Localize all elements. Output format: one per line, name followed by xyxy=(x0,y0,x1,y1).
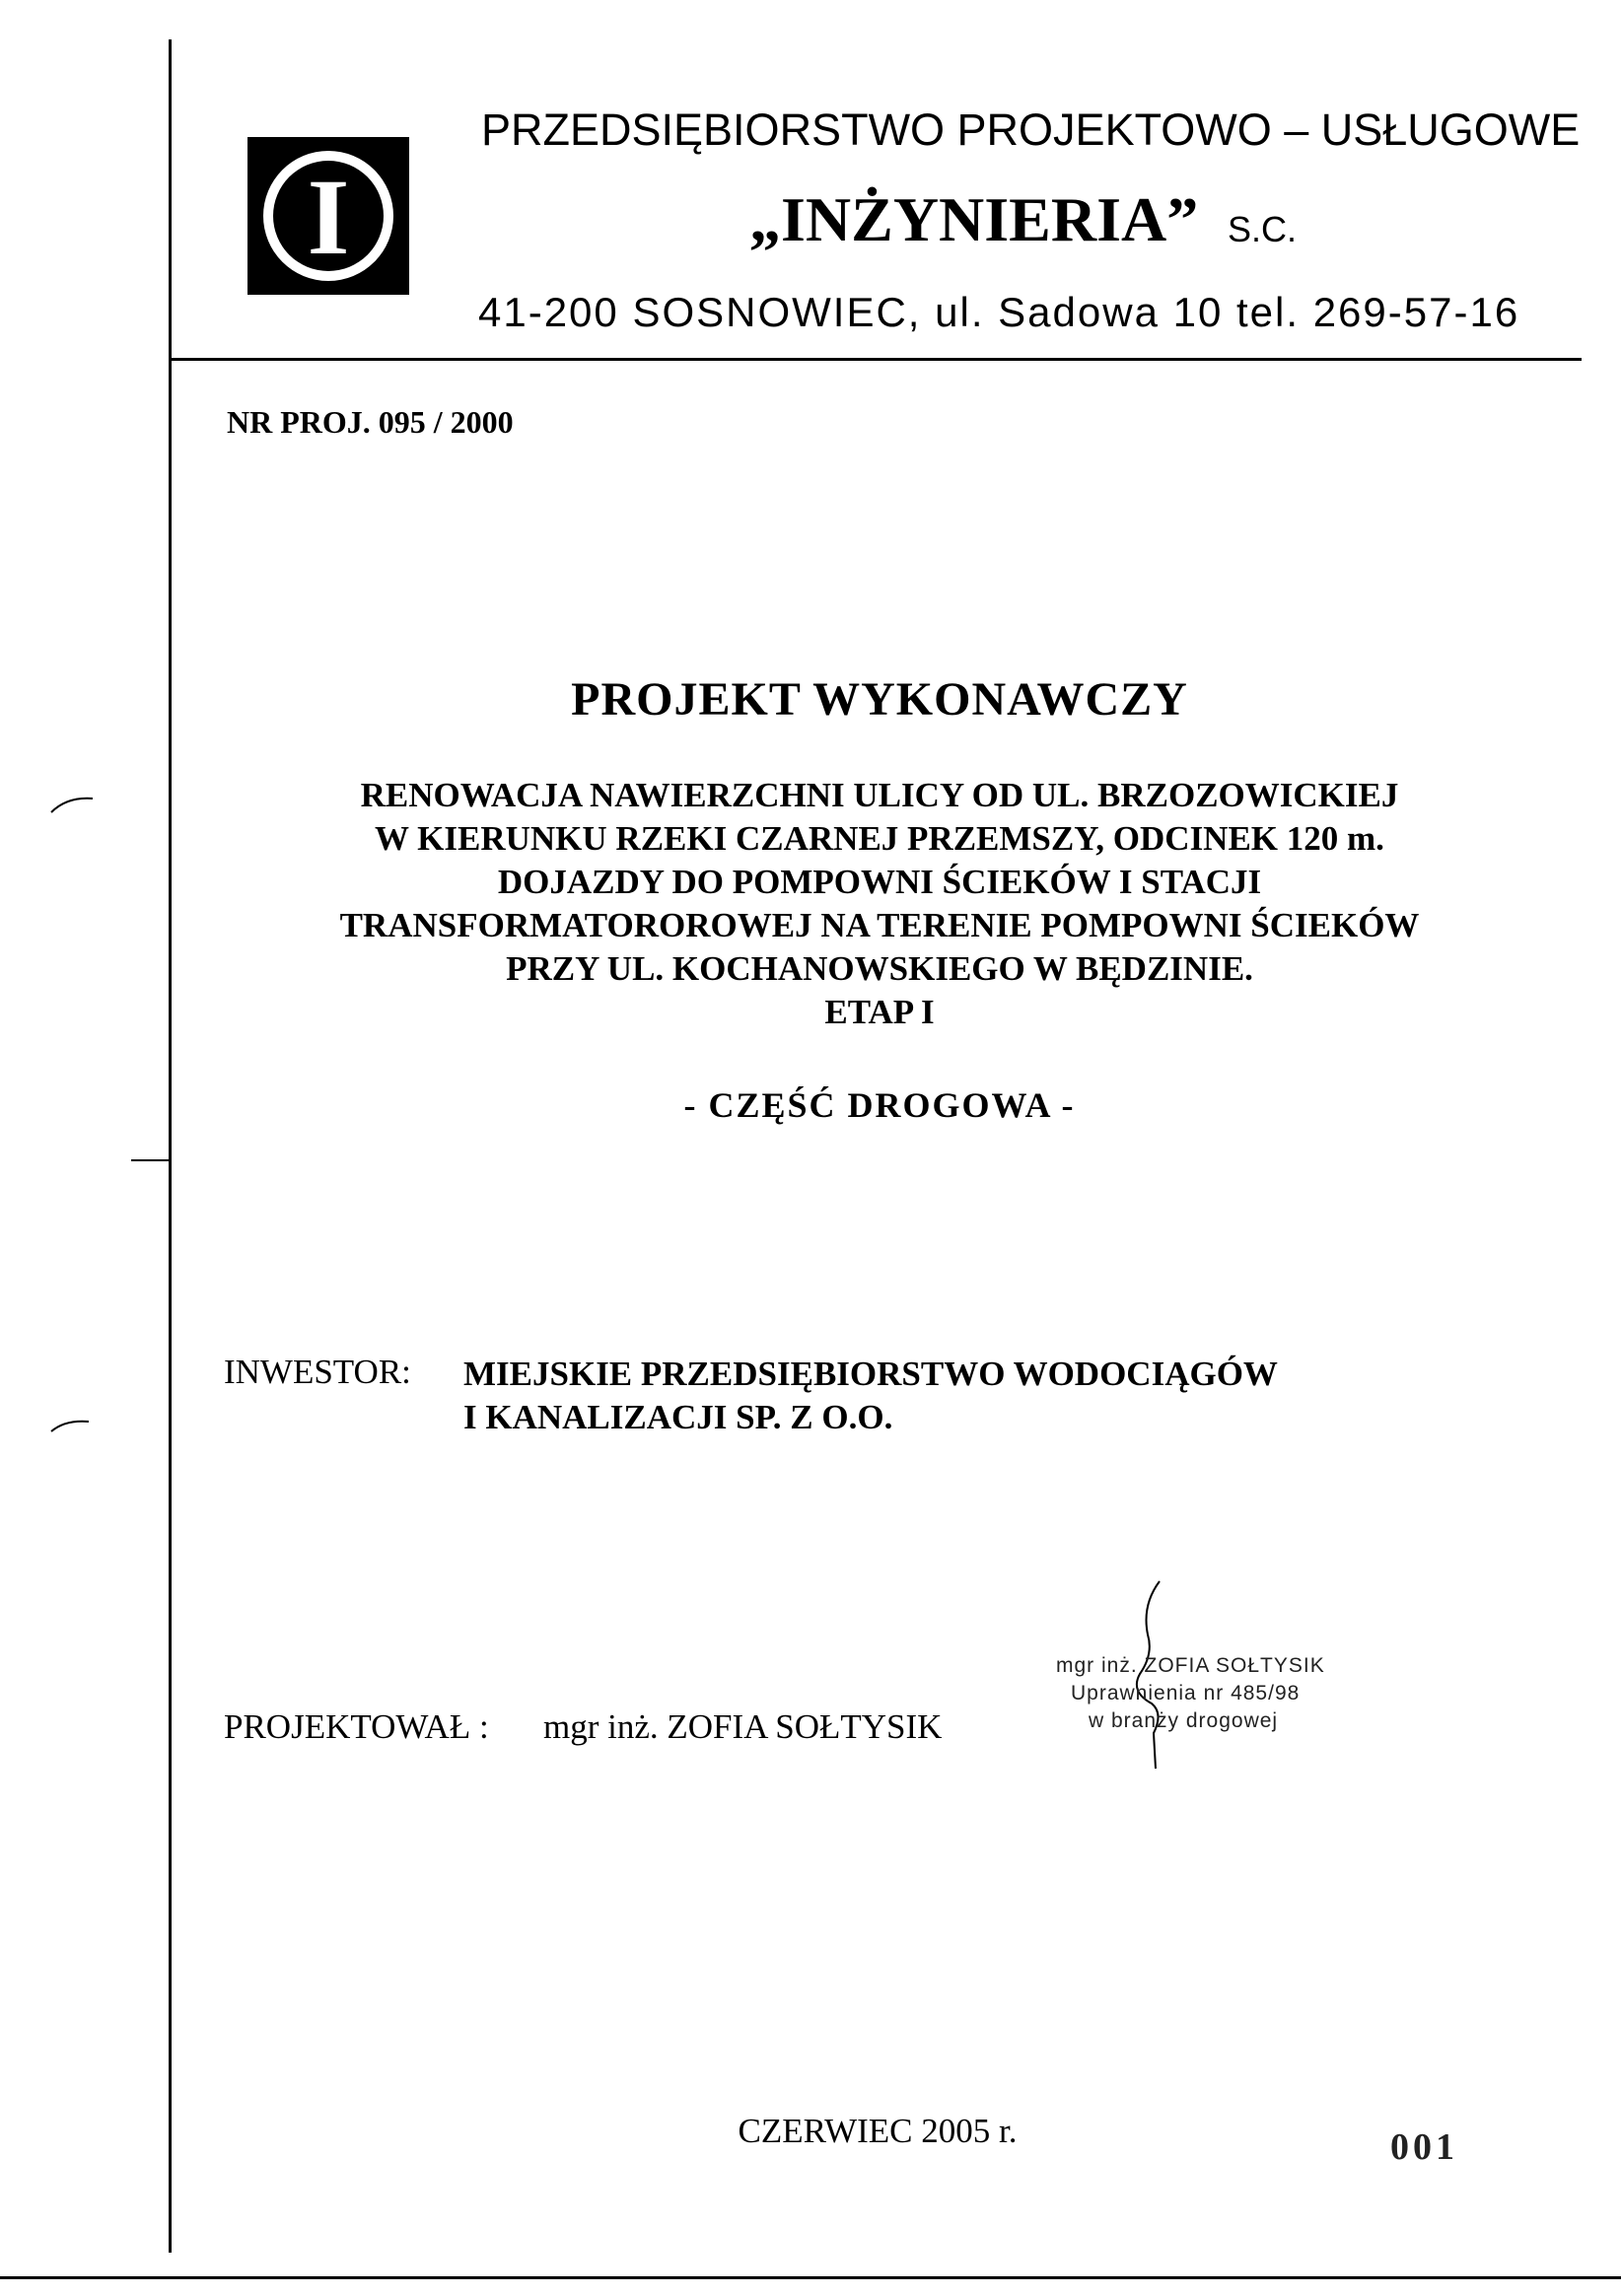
punch-mark-top xyxy=(49,789,99,818)
page-number: 001 xyxy=(1390,2126,1458,2168)
investor-label: INWESTOR: xyxy=(224,1353,411,1391)
punch-mark-bottom xyxy=(49,1410,99,1439)
investor-line: I KANALIZACJI SP. Z O.O. xyxy=(463,1398,893,1436)
designer-label: PROJEKTOWAŁ : xyxy=(224,1707,489,1746)
stage-label: ETAP I xyxy=(824,993,935,1031)
document-date: CZERWIEC 2005 r. xyxy=(738,2112,1018,2150)
document-title: PROJEKT WYKONAWCZY xyxy=(571,673,1188,726)
company-logo xyxy=(247,137,409,295)
description-line: RENOWACJA NAWIERZCHNI ULICY OD UL. BRZOZOWICKIEJ xyxy=(360,776,1399,814)
company-type: PRZEDSIĘBIORSTWO PROJEKTOWO – USŁUGOWE xyxy=(481,104,1581,155)
investor-line: MIEJSKIE PRZEDSIĘBIORSTWO WODOCIĄGÓW xyxy=(463,1355,1278,1393)
stamp-line: mgr inż. ZOFIA SOŁTYSIK xyxy=(1056,1654,1325,1677)
company-name: „INŻYNIERIA” xyxy=(749,184,1199,254)
project-description xyxy=(177,774,1582,1034)
description-line: PRZY UL. KOCHANOWSKIEGO W BĘDZINIE. xyxy=(506,949,1253,988)
investor-name xyxy=(463,1353,1278,1439)
description-line: TRANSFORMATOROROWEJ NA TERENIE POMPOWNI ŚCIEKÓW xyxy=(339,906,1420,944)
company-legal-form: S.C. xyxy=(1228,209,1298,249)
stamp-line: w branży drogowej xyxy=(1089,1709,1279,1732)
logo-letter: I xyxy=(307,157,350,277)
designer-name: mgr inż. ZOFIA SOŁTYSIK xyxy=(543,1707,943,1746)
binding-margin-line xyxy=(169,39,172,2253)
margin-tick-mark xyxy=(131,1159,171,1161)
description-line: DOJAZDY DO POMPOWNI ŚCIEKÓW I STACJI xyxy=(497,863,1262,901)
company-address: 41-200 SOSNOWIEC, ul. Sadowa 10 tel. 269-57-16 xyxy=(478,289,1520,335)
project-number: NR PROJ. 095 / 2000 xyxy=(227,404,514,440)
stamp-line: Uprawnienia nr 485/98 xyxy=(1071,1682,1301,1705)
designer-stamp xyxy=(1051,1575,1436,1763)
description-line: W KIERUNKU RZEKI CZARNEJ PRZEMSZY, ODCINEK 120 m. xyxy=(375,819,1384,858)
header-divider xyxy=(169,358,1582,361)
section-title: - CZĘŚĆ DROGOWA - xyxy=(683,1085,1076,1125)
bottom-edge-line xyxy=(0,2276,1621,2279)
